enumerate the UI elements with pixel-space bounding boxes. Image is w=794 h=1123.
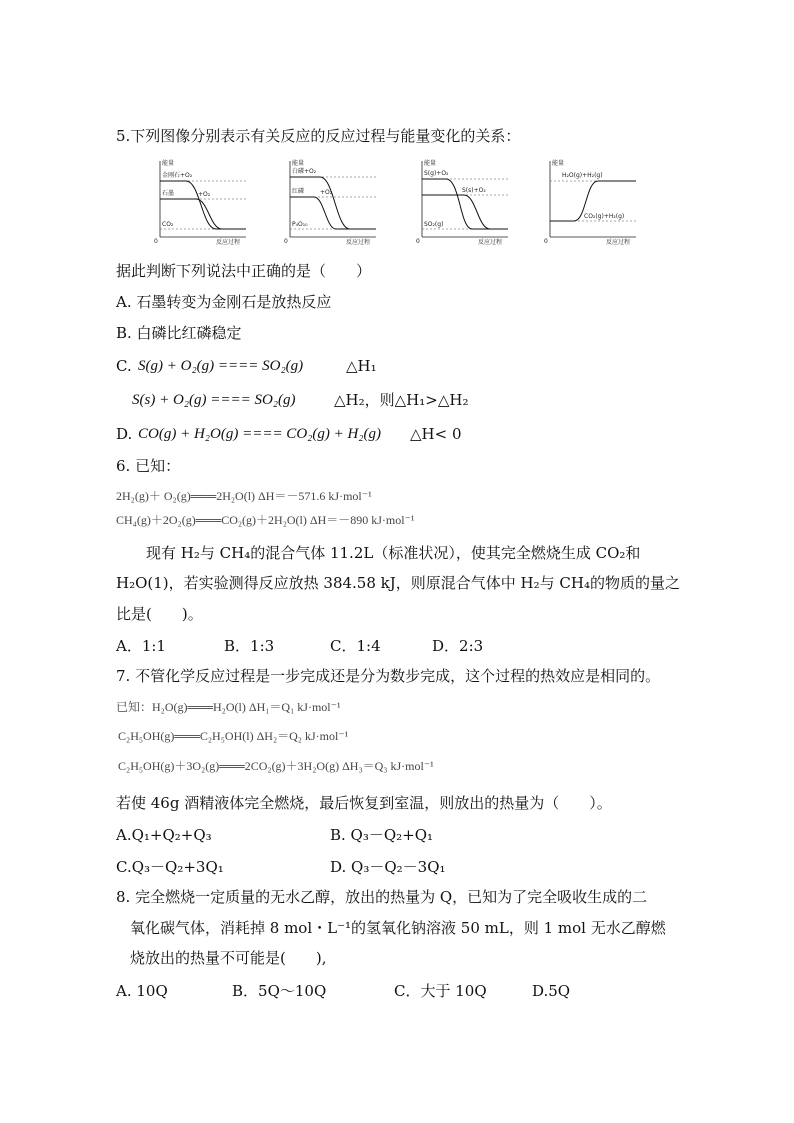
energy-graph-3 xyxy=(412,155,510,245)
bottom-label: CO₂ xyxy=(162,221,174,228)
q5-option-b: B. 白磷比红磷稳定 xyxy=(116,324,242,342)
top-label: S(g)+O₂ xyxy=(424,170,449,177)
q5-stem: 据此判断下列说法中正确的是（ ） xyxy=(116,262,372,280)
mid-label: S(s)+O₂ xyxy=(462,187,486,194)
graph-xlabel: 反应过程 xyxy=(478,239,503,246)
q6-text-1: 现有 H₂与 CH₄的混合气体 11.2L（标准状况），使其完全燃烧生成 CO₂和 xyxy=(146,544,641,562)
q8-line-3: 烧放出的热量不可能是( ), xyxy=(130,949,327,967)
q7-stem: 若使 46g 酒精液体完全燃烧，最后恢复到室温，则放出的热量为（ ）。 xyxy=(116,794,612,812)
q7-title: 7. 不管化学反应过程是一步完成还是分为数步完成，这个过程的热效应是相同的。 xyxy=(116,667,661,685)
mid-suffix: +O₂ xyxy=(320,189,333,196)
energy-graph-1-svg xyxy=(150,155,248,245)
energy-graph-4 xyxy=(540,155,638,245)
graph-origin: 0 xyxy=(154,238,158,245)
top-label: H₂O(g)+H₂(g) xyxy=(562,172,603,179)
q5-option-a: A. 石墨转变为金刚石是放热反应 xyxy=(116,293,332,311)
energy-graph-3-svg xyxy=(412,155,510,245)
q5-option-d-eq: CO(g) + H₂O(g) ==== CO₂(g) + H₂(g) xyxy=(138,426,382,442)
q8-option-b: B．5Q～10Q xyxy=(232,982,327,1000)
energy-graph-4-svg xyxy=(540,155,638,245)
q8-option-c: C．大于 10Q xyxy=(394,982,487,1000)
q7-option-a: A.Q₁+Q₂+Q₃ xyxy=(116,826,212,844)
top-label: 白磷+O₂ xyxy=(292,168,317,175)
mid-label: 石墨 xyxy=(162,190,175,197)
q5-option-c-eq2: S(s) + O₂(g) ==== SO₂(g) xyxy=(132,392,296,408)
graph-xlabel: 反应过程 xyxy=(216,239,241,246)
q5-option-c-label: C. xyxy=(116,357,132,375)
q6-option-b: B．1:3 xyxy=(224,637,275,655)
mid-suffix: +O₂ xyxy=(198,191,211,198)
q6-eq2: CH₄(g)＋2O₂(g)═══CO₂(g)＋2H₂O(l) ΔH＝－890 kJ·mol⁻¹ xyxy=(116,513,415,527)
q6-option-a: A．1:1 xyxy=(116,637,166,655)
energy-graph-2-svg xyxy=(280,155,378,245)
q6-text-2: H₂O(1)，若实验测得反应放热 384.58 kJ，则原混合气体中 H₂与 CH₄的物质的量之 xyxy=(116,574,680,592)
energy-graph-1 xyxy=(150,155,248,245)
q8-line-1: 8. 完全燃烧一定质量的无水乙醇，放出的热量为 Q，已知为了完全吸收生成的二 xyxy=(116,888,648,906)
q7-option-b: B. Q₃－Q₂+Q₁ xyxy=(330,826,434,844)
mid-label: 红磷 xyxy=(292,188,305,195)
q7-eq2: C₂H₅OH(g)═══C₂H₅OH(l) ΔH₂＝Q₂ kJ·mol⁻¹ xyxy=(118,729,349,743)
graph-ylabel: 能量 xyxy=(424,160,437,167)
graph-xlabel: 反应过程 xyxy=(346,239,371,246)
q5-option-c-eq1: S(g) + O₂(g) ==== SO₂(g) xyxy=(138,358,304,374)
energy-graph-2 xyxy=(280,155,378,245)
top-label: 金刚石+O₂ xyxy=(162,172,193,179)
graph-ylabel: 能量 xyxy=(552,160,565,167)
q7-option-c: C.Q₃－Q₂+3Q₁ xyxy=(116,858,224,876)
q8-line-2: 氧化碳气体，消耗掉 8 mol・L⁻¹的氢氧化钠溶液 50 mL，则 1 mol 无水乙醇燃 xyxy=(130,919,666,937)
q6-eq1: 2H₂(g)＋ O₂(g)═══2H₂O(l) ΔH＝－571.6 kJ·mol⁻¹ xyxy=(116,489,372,503)
q5-option-d-dh: △H< 0 xyxy=(410,425,462,443)
q8-option-a: A. 10Q xyxy=(116,982,168,1000)
q5-option-d-label: D. xyxy=(116,425,133,443)
q6-option-d: D．2:3 xyxy=(432,637,484,655)
graph-ylabel: 能量 xyxy=(292,160,305,167)
q6-title: 6. 已知： xyxy=(116,457,181,475)
bottom-label: P₄O₁₀ xyxy=(292,221,308,228)
graph-origin: 0 xyxy=(416,238,420,245)
q5-option-c-dh1: △H₁ xyxy=(346,357,377,375)
graph-origin: 0 xyxy=(544,238,548,245)
graph-origin: 0 xyxy=(284,238,288,245)
graph-xlabel: 反应过程 xyxy=(606,239,631,246)
q7-eq3: C₂H₅OH(g)＋3O₂(g)═══2CO₂(g)＋3H₂O(g) ΔH₃＝Q₃ kJ·mol⁻¹ xyxy=(118,759,434,773)
graph-ylabel: 能量 xyxy=(162,160,175,167)
q6-option-c: C．1:4 xyxy=(330,637,381,655)
q8-option-d: D.5Q xyxy=(532,982,571,1000)
q5-option-c-dh2: △H₂，则△H₁>△H₂ xyxy=(334,391,469,409)
bottom-label: CO₂(g)+H₂(g) xyxy=(584,213,625,220)
q7-option-d: D. Q₃－Q₂－3Q₁ xyxy=(330,858,446,876)
q7-eq1: 已知：H₂O(g)═══H₂O(l) ΔH₁＝Q₁ kJ·mol⁻¹ xyxy=(116,700,341,714)
q6-text-3: 比是( )。 xyxy=(116,605,203,623)
q5-title: 5.下列图像分别表示有关反应的反应过程与能量变化的关系： xyxy=(116,127,521,145)
bottom-label: SO₂(g) xyxy=(424,221,444,228)
